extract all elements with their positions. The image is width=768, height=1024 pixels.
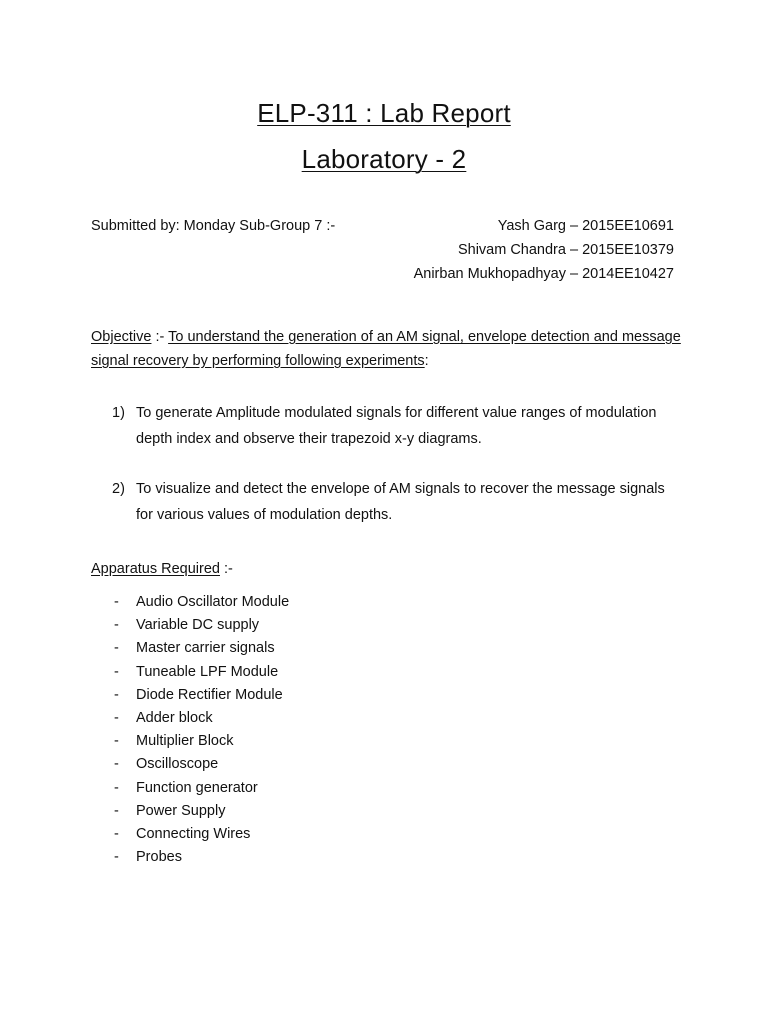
member-1: Yash Garg – 2015EE10691 xyxy=(497,218,674,234)
list-item-label: Variable DC supply xyxy=(136,617,260,634)
list-item-label: Adder block xyxy=(136,709,213,726)
list-bullet: - xyxy=(114,825,119,842)
list-item xyxy=(114,753,289,776)
apparatus-list xyxy=(114,591,289,869)
experiment-text: To generate Amplitude modulated signals for different value ranges of modulation depth index and observe their trapezoid x-y diagrams. xyxy=(136,405,657,447)
list-bullet: - xyxy=(114,733,119,750)
list-item xyxy=(114,777,289,800)
list-item xyxy=(114,614,289,637)
list-bullet: - xyxy=(114,849,119,866)
list-item-label: Function generator xyxy=(136,779,258,796)
list-bullet: - xyxy=(114,686,119,703)
list-item xyxy=(114,730,289,753)
member-3: Anirban Mukhopadhyay – 2014EE10427 xyxy=(413,266,674,282)
list-item xyxy=(114,637,289,660)
apparatus-heading: Apparatus Required xyxy=(91,561,220,577)
list-bullet: - xyxy=(114,663,119,680)
list-bullet: - xyxy=(114,594,119,610)
list-bullet: - xyxy=(114,802,119,819)
experiment-text: To visualize and detect the envelope of AM signals to recover the message signals for various values of modulation depths. xyxy=(136,481,665,523)
list-bullet: - xyxy=(114,709,119,726)
list-item-label: Master carrier signals xyxy=(136,640,275,657)
list-item-label: Diode Rectifier Module xyxy=(136,686,283,703)
experiment-number: 1) xyxy=(112,405,125,421)
objective-trail: : xyxy=(424,353,429,369)
list-item xyxy=(114,707,289,730)
list-item-label: Oscilloscope xyxy=(136,756,219,773)
list-item-label: Power Supply xyxy=(136,802,226,819)
report-title: ELP-311 : Lab Report xyxy=(257,98,511,128)
list-item-label: Connecting Wires xyxy=(136,825,251,842)
objective-separator: :- xyxy=(151,329,169,345)
apparatus-heading-line xyxy=(91,557,691,581)
list-item xyxy=(114,846,289,869)
list-item-label: Tuneable LPF Module xyxy=(136,663,279,680)
objective-text: To understand the generation of an AM signal, envelope detection and message signal recovery by performing following experiments xyxy=(91,329,681,369)
experiment-number: 2) xyxy=(112,481,125,497)
list-item xyxy=(114,684,289,707)
list-item xyxy=(114,800,289,823)
list-item xyxy=(114,591,289,614)
list-bullet: - xyxy=(114,756,119,773)
experiment-item-2 xyxy=(112,476,672,528)
list-item xyxy=(114,823,289,846)
experiment-item-1 xyxy=(112,400,672,452)
apparatus-separator: :- xyxy=(219,561,233,577)
objective-paragraph xyxy=(91,325,681,373)
list-item-label: Audio Oscillator Module xyxy=(136,594,290,610)
submitted-by-label: Submitted by: Monday Sub-Group 7 :- xyxy=(91,218,336,234)
list-item-label: Multiplier Block xyxy=(136,733,234,750)
list-bullet: - xyxy=(114,779,119,796)
list-bullet: - xyxy=(114,640,119,657)
list-item xyxy=(114,661,289,684)
list-item-label: Probes xyxy=(136,849,182,866)
lab-number-title: Laboratory - 2 xyxy=(301,144,467,174)
list-bullet: - xyxy=(114,617,119,634)
objective-heading: Objective xyxy=(91,329,152,345)
member-2: Shivam Chandra – 2015EE10379 xyxy=(457,242,674,258)
